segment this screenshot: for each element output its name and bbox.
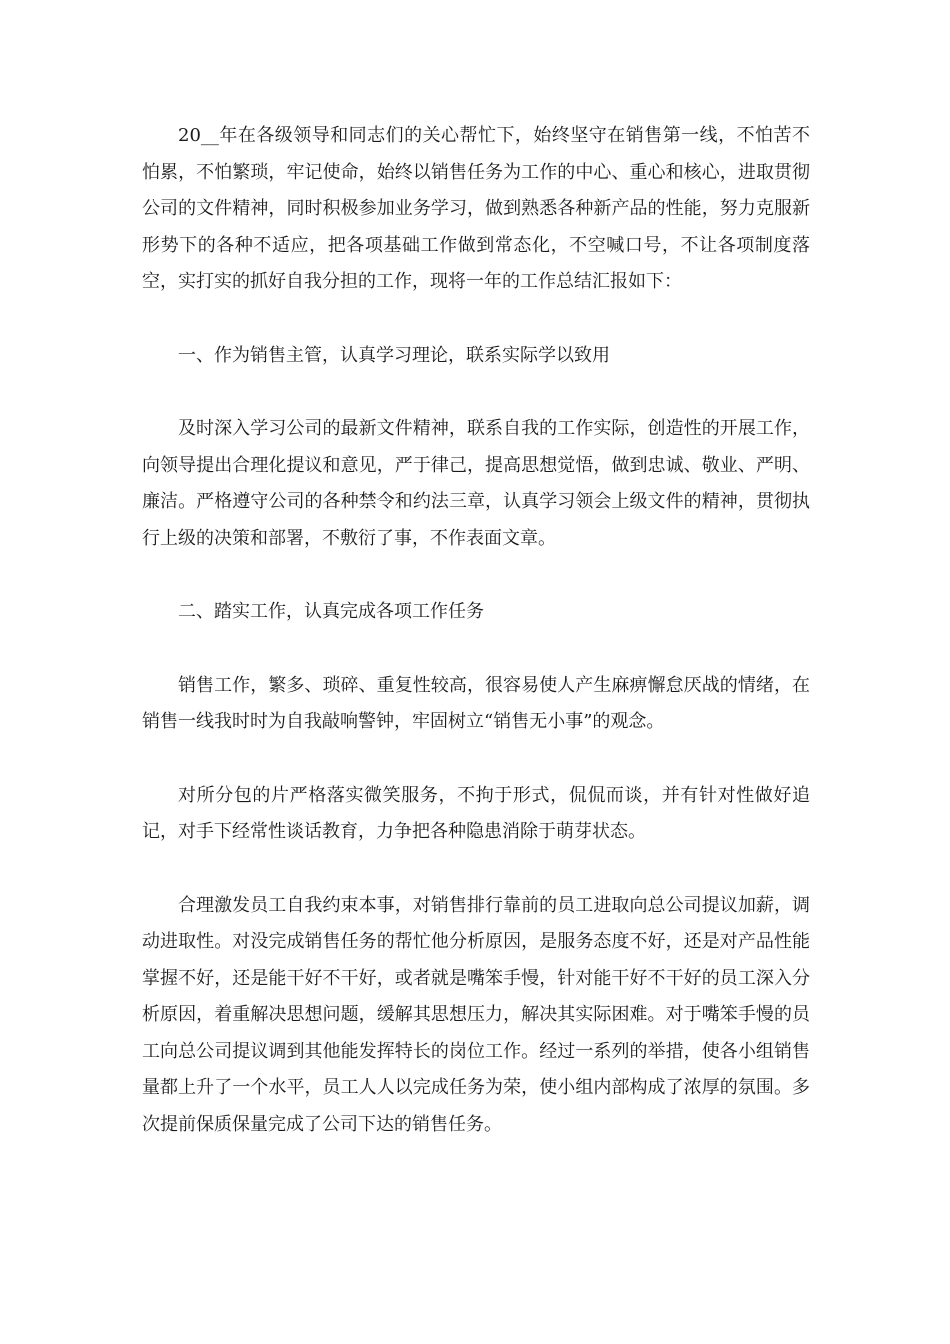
section-heading-2: 二、踏实工作，认真完成各项工作任务 — [178, 601, 484, 622]
document-body — [142, 118, 810, 1180]
paragraph-study: 及时深入学习公司的最新文件精神，联系自我的工作实际，创造性的开展工作，向领导提出合理化提议和意见，严于律己，提高思想觉悟，做到忠诚、敬业、严明、廉洁。严格遵守公司的各种禁令和约法三章，认真学习领会上级文件的精神，贯彻执行上级的决策和部署，不敷衍了事，不作表面文章。 — [142, 418, 810, 549]
section-heading-1: 一、作为销售主管，认真学习理论，联系实际学以致用 — [178, 344, 610, 366]
paragraph-intro: 20__年在各级领导和同志们的关心帮忙下，始终坚守在销售第一线，不怕苦不怕累，不怕繁琐，牢记使命，始终以销售任务为工作的中心、重心和核心，进取贯彻公司的文件精神，同时积极参加业务学习，做到熟悉各种新产品的性能，努力克服新形势下的各种不适应，把各项基础工作做到常态化，不空喊口号，不让各项制度落空，实打实的抓好自我分担的工作，现将一年的工作总结汇报如下： — [142, 125, 810, 292]
paragraph-service: 对所分包的片严格落实微笑服务，不拘于形式，侃侃而谈，并有针对性做好追记，对手下经常性谈话教育，力争把各种隐患消除于萌芽状态。 — [142, 784, 810, 842]
paragraph-motivation: 合理激发员工自我约束本事，对销售排行靠前的员工进取向总公司提议加薪，调动进取性。对没完成销售任务的帮忙他分析原因，是服务态度不好，还是对产品性能掌握不好，还是能干好不干好，或者就是嘴笨手慢，针对能干好不干好的员工深入分析原因，着重解决思想问题，缓解其思想压力，解决其实际困难。对于嘴笨手慢的员工向总公司提议调到其他能发挥特长的岗位工作。经过一系列的举措，使各小组销售量都上升了一个水平，员工人人以完成任务为荣，使小组内部构成了浓厚的氛围。多次提前保质保量完成了公司下达的销售任务。 — [142, 894, 810, 1135]
paragraph-sales-work: 销售工作，繁多、琐碎、重复性较高，很容易使人产生麻痹懈怠厌战的情绪，在销售一线我时时为自我敲响警钟，牢固树立“销售无小事”的观念。 — [142, 674, 810, 732]
